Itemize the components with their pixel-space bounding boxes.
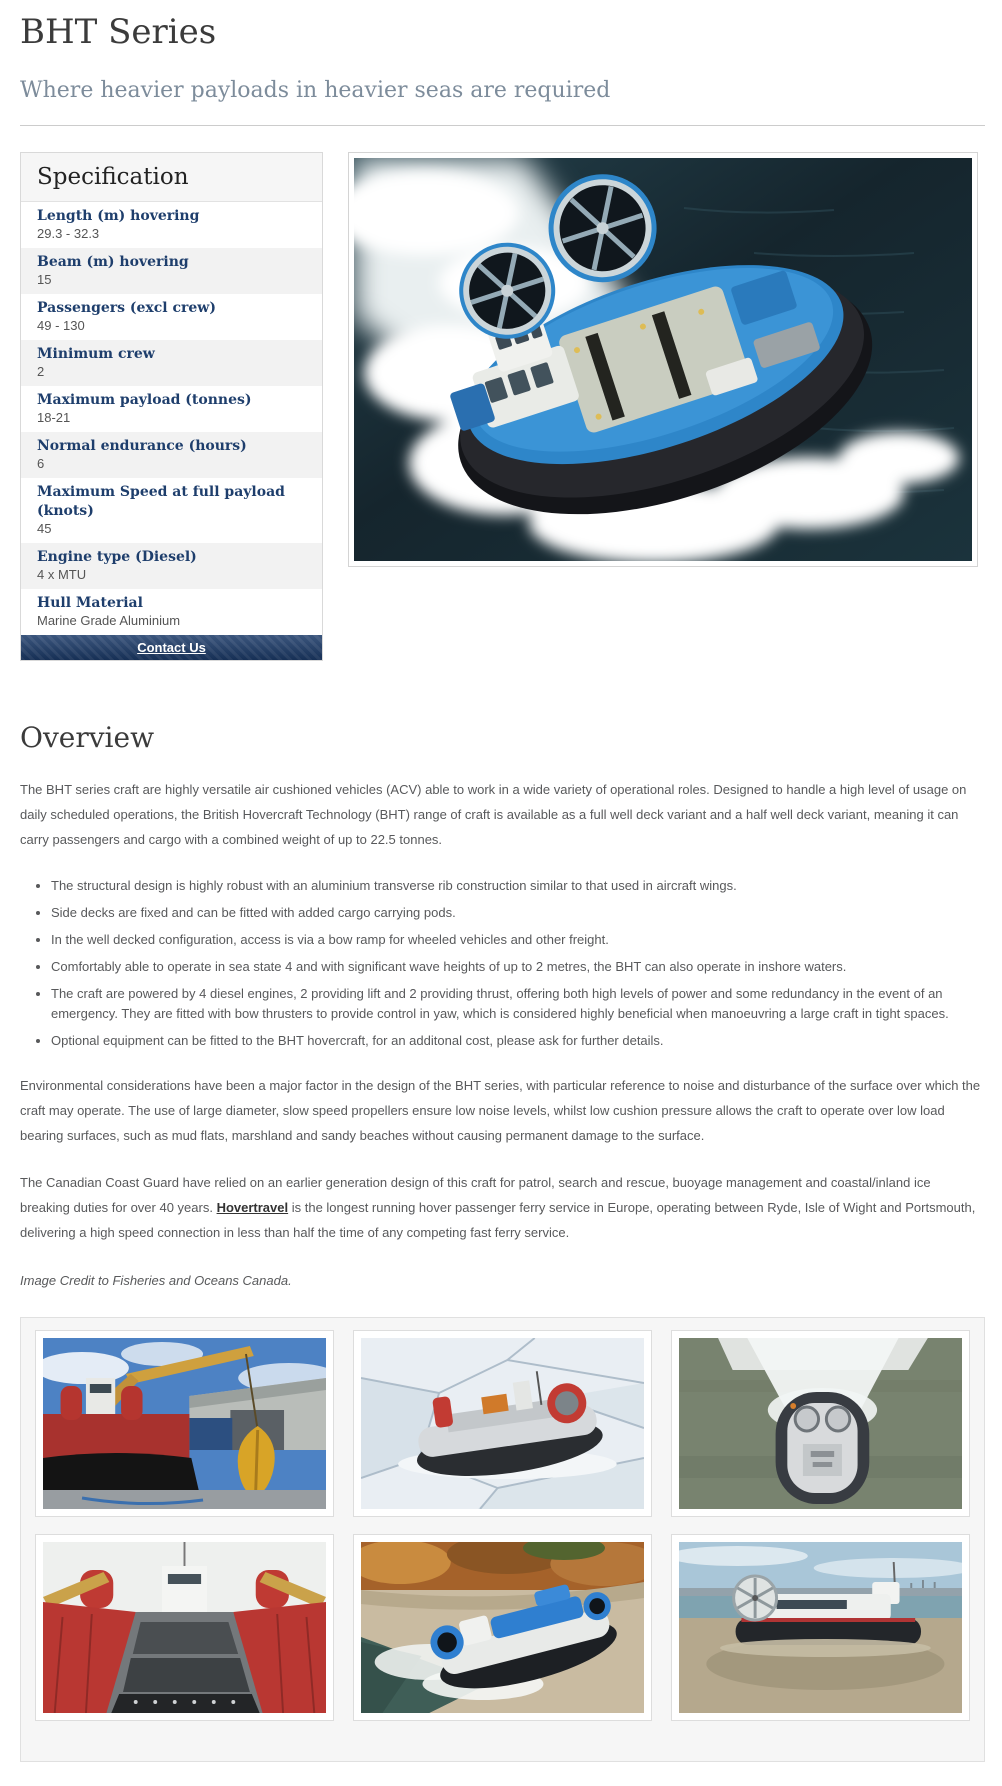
gallery-photo-beach-landing[interactable]: [671, 1534, 970, 1721]
spec-value: 6: [37, 456, 45, 472]
spec-value: 29.3 - 32.3: [37, 226, 100, 242]
spec-row-max-speed: [21, 478, 322, 543]
header-divider: [20, 125, 985, 126]
spec-value: Marine Grade Aluminium: [37, 613, 181, 629]
hovertravel-link[interactable]: Hovertravel: [216, 1199, 289, 1215]
hero-hovercraft-photo: [354, 158, 972, 561]
coastguard-text-after-link: is the longest running hover passenger ferry service in Europe, operating between Ryde, Isle of Wight and Portsmouth, delivering a high speed connection in less than half the time of any competing fast ferry service.: [20, 1199, 976, 1240]
overview-intro-paragraph: The BHT series craft are highly versatile air cushioned vehicles (ACV) able to work in a wide variety of operational roles. Designed to handle a high level of usage on daily scheduled operations, the British Hovercraft Technology (BHT) range of craft is available as a full well deck variant and a half well deck variant, meaning it can carry passengers and cargo with a combined weight of up to 22.5 tonnes.: [20, 781, 967, 847]
spec-label: Passengers (excl crew): [37, 300, 216, 317]
spec-value: 45: [37, 521, 52, 537]
spec-value: 18-21: [37, 410, 71, 426]
environment-paragraph: Environmental considerations have been a major factor in the design of the BHT series, with particular reference to noise and disturbance of the surface over which the craft may operate. The use of large diameter, slow speed propellers ensure low noise levels, whilst low cushion pressure allows the craft to operate over low load bearing surfaces, such as mud flats, marshland and sandy beaches without causing permanent damage to the surface.: [20, 1077, 981, 1143]
specification-panel: [20, 152, 323, 661]
spec-value: 4 x MTU: [37, 567, 87, 583]
spec-value: 49 - 130: [37, 318, 85, 334]
page-subtitle: Where heavier payloads in heavier seas are required: [20, 77, 611, 103]
gallery-photo-aerial-wake[interactable]: [671, 1330, 970, 1517]
spec-row-engine-type: [21, 543, 322, 589]
spec-value: 2: [37, 364, 45, 380]
coastguard-text-before-link: The Canadian Coast Guard have relied on an earlier generation design of this craft for patrol, search and rescue, buoyage management and coastal/inland ice breaking duties for over 40 years.: [20, 1174, 931, 1215]
spec-label: Minimum crew: [37, 346, 155, 363]
spec-label: Maximum Speed at full payload (knots): [37, 484, 285, 520]
hero-image: [348, 152, 978, 567]
spec-label: Engine type (Diesel): [37, 549, 197, 566]
bullet-item: • The structural design is highly robust with an aluminium transverse rib construction similar to that used in aircraft wings.: [51, 876, 985, 896]
spec-label: Hull Material: [37, 595, 143, 612]
spec-value: 15: [37, 272, 52, 288]
contact-us-button[interactable]: Contact Us: [21, 635, 322, 660]
page: [0, 12, 1002, 1786]
overview-bullet-list: [20, 876, 985, 1051]
bullet-item: • Comfortably able to operate in sea state 4 and with significant wave heights of up to 2 metres, the BHT can also operate in inshore waters.: [51, 957, 985, 977]
top-section: [20, 152, 985, 661]
spec-label: Length (m) hovering: [37, 208, 200, 225]
spec-row-max-payload: [21, 386, 322, 432]
specification-table: [21, 202, 322, 635]
gallery-photo-beach-channel[interactable]: [353, 1534, 652, 1721]
image-gallery: [20, 1317, 985, 1762]
spec-label: Normal endurance (hours): [37, 438, 247, 455]
gallery-photo-dockside-crane[interactable]: [35, 1330, 334, 1517]
gallery-photo-well-deck[interactable]: [35, 1534, 334, 1721]
page-title: BHT Series: [20, 12, 217, 52]
bullet-item: • Side decks are fixed and can be fitted with added cargo carrying pods.: [51, 903, 985, 923]
spec-row-passengers: [21, 294, 322, 340]
bullet-item: • The craft are powered by 4 diesel engines, 2 providing lift and 2 providing thrust, offering both high levels of power and some redundancy in the event of an emergency. They are fitted with bow thrusters to provide control in yaw, which is considered highly beneficial when manoeuvring a large craft in tight spaces.: [51, 984, 985, 1024]
image-credit: Image Credit to Fisheries and Oceans Canada.: [20, 1272, 292, 1288]
coastguard-paragraph: [20, 1170, 982, 1245]
bullet-item: • In the well decked configuration, access is via a bow ramp for wheeled vehicles and other freight.: [51, 930, 985, 950]
spec-label: Beam (m) hovering: [37, 254, 189, 271]
spec-row-length: [21, 202, 322, 248]
spec-row-beam: [21, 248, 322, 294]
specification-heading: Specification: [21, 153, 322, 202]
spec-label: Maximum payload (tonnes): [37, 392, 252, 409]
spec-row-minimum-crew: [21, 340, 322, 386]
hovercraft-illustration: [776, 1392, 870, 1504]
overview-heading: Overview: [20, 721, 155, 755]
spec-row-hull-material: [21, 589, 322, 635]
gallery-photo-ice[interactable]: [353, 1330, 652, 1517]
spec-row-endurance: [21, 432, 322, 478]
bullet-item: • Optional equipment can be fitted to the BHT hovercraft, for an additonal cost, please ask for further details.: [51, 1031, 985, 1051]
